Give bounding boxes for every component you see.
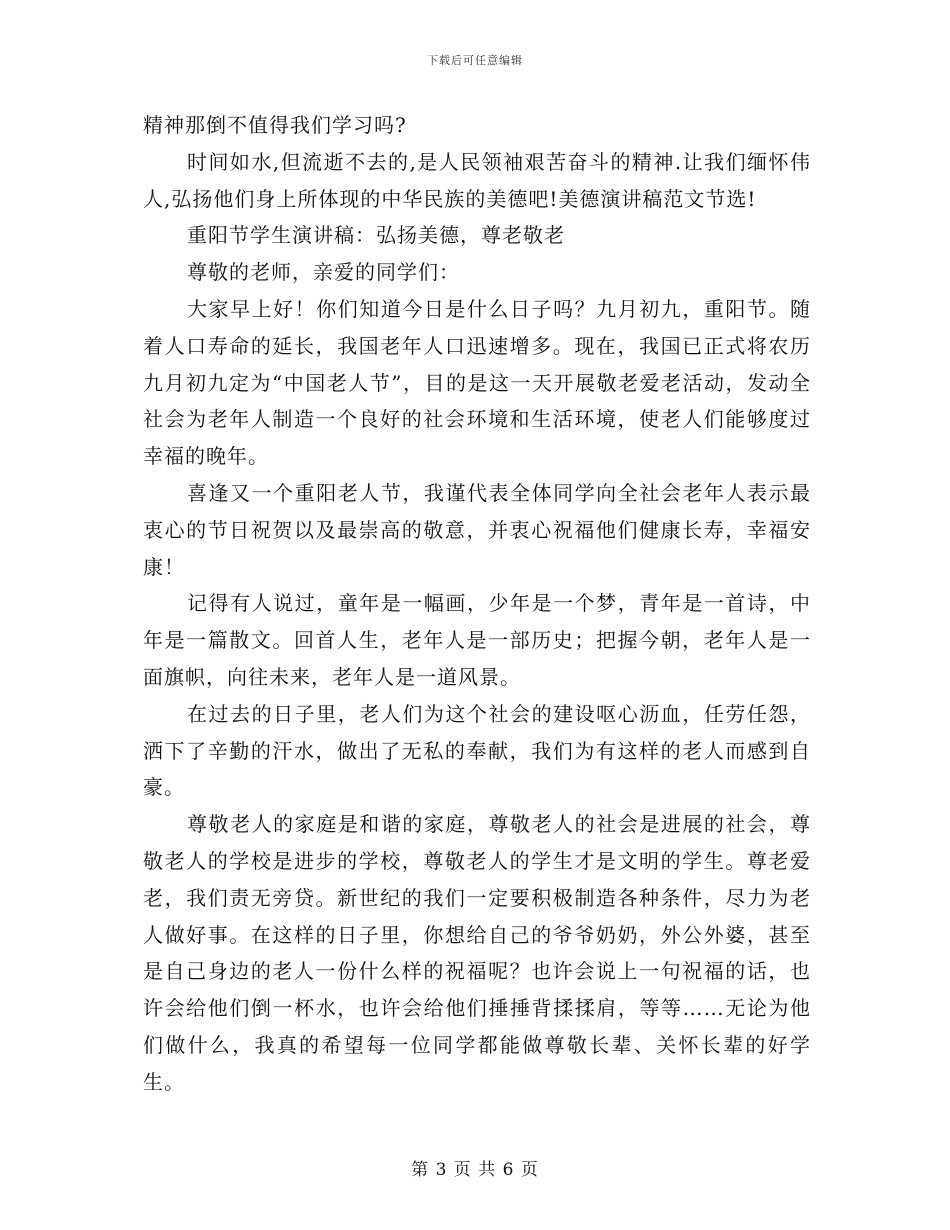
page-number: 第 3 页 共 6 页 xyxy=(411,1160,539,1180)
paragraph: 大家早上好！你们知道今日是什么日子吗？九月初九，重阳节。随着人口寿命的延长，我国老年人口迅速增多。现在，我国已正式将农历九月初九定为“中国老人节”，目的是这一天开展敬老爱老活动，发动全社会为老年人制造一个良好的社会环境和生活环境，使老人们能够度过幸福的晚年。 xyxy=(143,296,811,469)
paragraph: 喜逢又一个重阳老人节，我谨代表全体同学向全社会老年人表示最衷心的节日祝贺以及最崇高的敬意，并衷心祝福他们健康长寿，幸福安康！ xyxy=(143,480,811,579)
paragraph: 尊敬老人的家庭是和谐的家庭，尊敬老人的社会是进展的社会，尊敬老人的学校是进步的学校，尊敬老人的学生才是文明的学生。尊老爱老，我们责无旁贷。新世纪的我们一定要积极制造各种条件，尽力为老人做好事。在这样的日子里，你想给自己的爷爷奶奶，外公外婆，甚至是自己身边的老人一份什么样的祝福呢？也许会说上一句祝福的话，也许会给他们倒一杯水，也许会给他们捶捶背揉揉肩，等等……无论为他们做什么，我真的希望每一位同学都能做尊敬长辈、关怀长辈的好学生。 xyxy=(143,812,811,1094)
paragraph: 精神那倒不值得我们学习吗? xyxy=(143,113,407,137)
page-header: 下载后可任意编辑 xyxy=(427,54,523,67)
salutation: 尊敬的老师，亲爱的同学们： xyxy=(187,260,460,285)
speech-title: 重阳节学生演讲稿：弘扬美德，尊老敬老 xyxy=(187,223,565,248)
paragraph: 时间如水,但流逝不去的,是人民领袖艰苦奋斗的精神.让我们缅怀伟人,弘扬他们身上所体现的中华民族的美德吧!美德演讲稿范文节选! xyxy=(143,149,811,211)
paragraph: 记得有人说过，童年是一幅画，少年是一个梦，青年是一首诗，中年是一篇散文。回首人生，老年人是一部历史；把握今朝，老年人是一面旗帜，向往未来，老年人是一道风景。 xyxy=(143,591,811,689)
document-body xyxy=(143,107,811,1101)
paragraph: 在过去的日子里，老人们为这个社会的建设呕心沥血，任劳任怨，洒下了辛勤的汗水，做出了无私的奉献，我们为有这样的老人而感到自豪。 xyxy=(143,701,811,800)
